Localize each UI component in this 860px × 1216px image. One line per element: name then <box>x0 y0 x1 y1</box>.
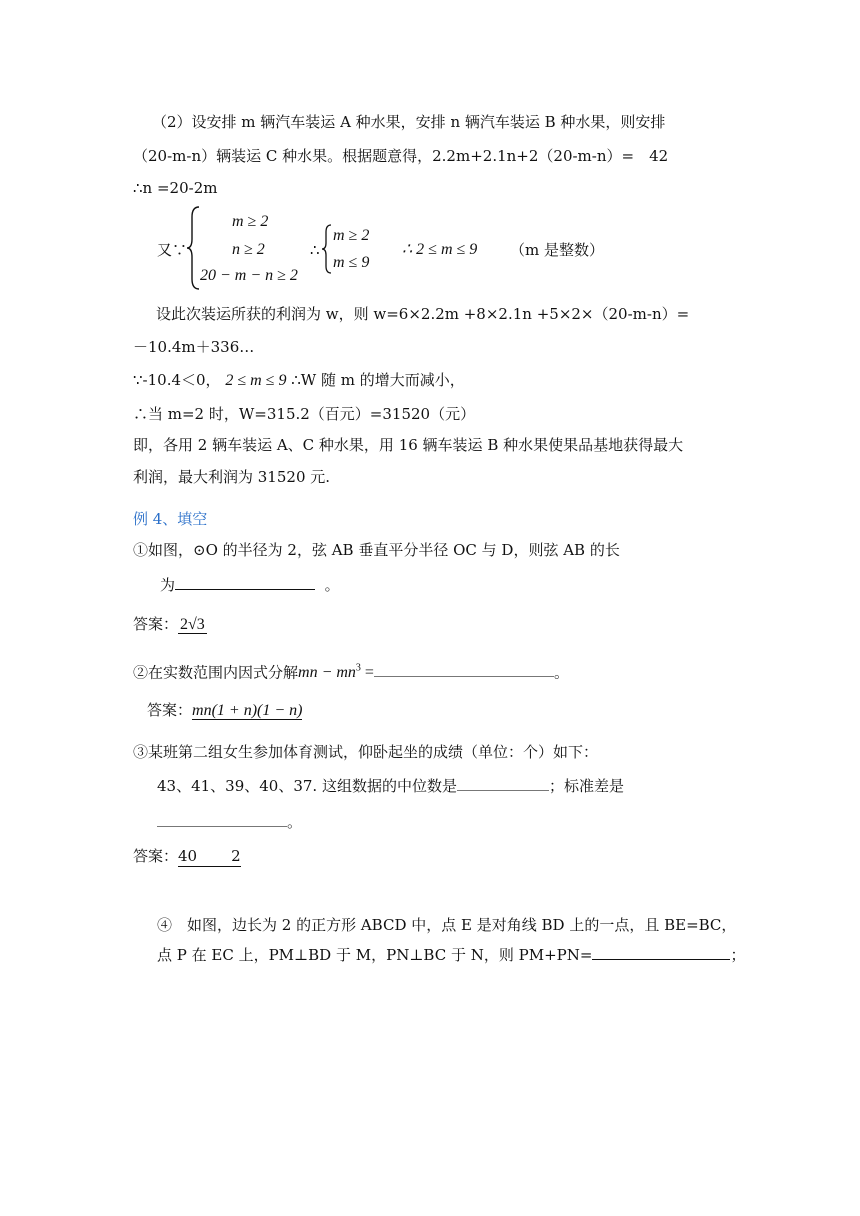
a2-label: 答案： <box>147 701 193 719</box>
q4-suffix: ； <box>730 946 746 964</box>
q4-line-2 <box>157 945 745 965</box>
q4-answer-blank[interactable] <box>592 945 730 960</box>
system1-row-1: m ≥ 2 <box>232 213 269 230</box>
example4-heading: 例 4、填空 <box>133 510 208 528</box>
therefore-symbol: ∴ <box>310 241 320 259</box>
q3-line-3 <box>157 812 302 832</box>
q3-line-2a: 43、41、39、40、37. 这组数据的中位数是 <box>157 777 457 795</box>
solution-line-9: 即，各用 2 辆车装运 A、C 种水果，用 16 辆车装运 B 种水果使果品基地获得最大 <box>133 436 684 454</box>
q2-text: ②在实数范围内因式分解 <box>133 663 299 682</box>
a3-median: 40 <box>178 847 198 865</box>
q2-expr-a: mn − mn <box>298 664 356 682</box>
q2-expr-sup: 3 <box>355 663 361 674</box>
solution-line-3: ∴n =20-2m <box>133 179 218 197</box>
q2-line <box>133 659 569 683</box>
range-result: ∴ 2 ≤ m ≤ 9 <box>402 241 478 258</box>
a2-value: mn(1 + n)(1 − n) <box>192 702 303 719</box>
q2-answer-blank[interactable] <box>374 662 554 677</box>
a3-label: 答案： <box>133 847 179 865</box>
solution-line-5: 设此次装运所获的利润为 w，则 w=6×2.2m +8×2.1n +5×2×（20-m-n）= <box>156 305 690 323</box>
a2-line <box>147 700 302 721</box>
q2-suffix: 。 <box>553 663 569 682</box>
q2-expr-b: = <box>360 664 374 682</box>
a3-stddev: 2 <box>231 847 241 865</box>
q1-answer-blank[interactable] <box>175 575 315 590</box>
solution-line-1: （2）设安排 m 辆汽车装运 A 种水果，安排 n 辆汽车装运 B 种水果，则安排 <box>152 113 666 131</box>
q3-stddev-blank[interactable] <box>157 812 287 827</box>
system-prefix: 又∵ <box>157 241 188 259</box>
q4-text: 点 P 在 EC 上，PM⊥BD 于 M，PN⊥BC 于 N，则 PM+PN= <box>157 946 593 964</box>
system2-row-2: m ≤ 9 <box>333 254 370 271</box>
q3-line-1: ③某班第二组女生参加体育测试，仰卧起坐的成绩（单位：个）如下： <box>133 743 599 761</box>
solution-line-2: （20-m-n）辆装运 C 种水果。根据题意得，2.2m+2.1n+2（20-m-n）= 42 <box>133 147 669 165</box>
q3-line-2 <box>157 776 624 796</box>
system1-row-2: n ≥ 2 <box>232 241 265 258</box>
q4-line-1: ④ 如图，边长为 2 的正方形 ABCD 中，点 E 是对角线 BD 上的一点，且 BE=BC， <box>157 916 737 934</box>
q1-line-2 <box>160 575 340 595</box>
q3-median-blank[interactable] <box>457 776 549 791</box>
q3-line-3-suffix: 。 <box>287 813 303 831</box>
a3-line <box>133 846 241 867</box>
left-brace-small-icon <box>321 223 333 275</box>
solution-line-7-math: 2 ≤ m ≤ 9 <box>225 372 287 389</box>
system1-row-3: 20 − m − n ≥ 2 <box>200 267 298 284</box>
q1-prefix: 为 <box>160 576 176 594</box>
a1-line <box>133 614 207 635</box>
solution-line-7 <box>133 370 465 391</box>
q3-line-2b: ；标准差是 <box>548 777 624 795</box>
range-note: （m 是整数） <box>510 241 604 259</box>
system2-row-1: m ≥ 2 <box>333 227 370 244</box>
left-brace-icon <box>185 205 201 291</box>
solution-line-8: ∴当 m=2 时，W=315.2（百元）=31520（元） <box>133 405 476 423</box>
a1-label: 答案： <box>133 615 179 633</box>
q1-line-1: ①如图，⊙O 的半径为 2，弦 AB 垂直平分半径 OC 与 D，则弦 AB 的长 <box>133 541 620 559</box>
a3-answers <box>178 846 241 867</box>
a1-value: 2√3 <box>180 616 205 633</box>
q2-expression <box>298 664 374 681</box>
solution-line-10: 利润，最大利润为 31520 元. <box>133 468 331 486</box>
q1-suffix: 。 <box>324 576 340 594</box>
solution-line-7b: ∴W 随 m 的增大而减小， <box>291 371 465 389</box>
solution-line-6: －10.4m＋336… <box>133 338 255 356</box>
solution-line-7a: ∵-10.4＜0， <box>133 371 221 389</box>
